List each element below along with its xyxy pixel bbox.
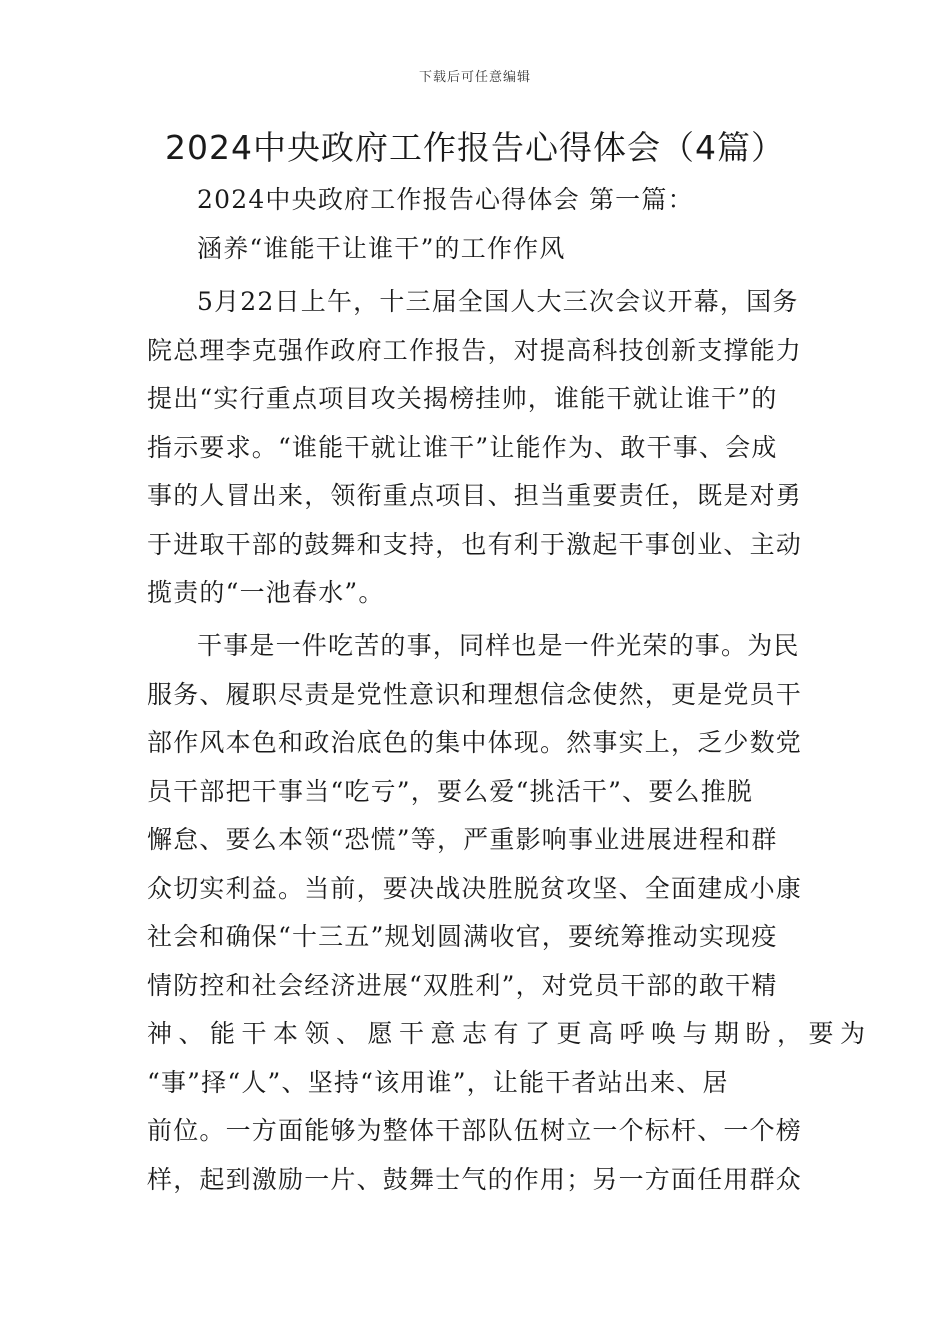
paragraph-line: 服务、履职尽责是党性意识和理想信念使然，更是党员干 (147, 679, 803, 709)
paragraph-1 (147, 278, 807, 618)
paragraph-line: “事”择“人”、坚持“该用谁”，让能干者站出来、居 (147, 1067, 729, 1097)
paragraph-line: 社会和确保“十三五”规划圆满收官，要统筹推动实现疫 (147, 922, 778, 951)
paragraph-line: 事的人冒出来，领衔重点项目、担当重要责任，既是对勇 (147, 481, 803, 510)
document-title: 2024中央政府工作报告心得体会（4篇） (165, 128, 785, 167)
paragraph-line: 干事是一件吃苦的事，同样也是一件光荣的事。为民 (197, 631, 800, 660)
paragraph-line: 懈怠、要么本领“恐慌”等，严重影响事业进展进程和群 (147, 825, 778, 854)
paragraph-line: 揽责的“一池春水”。 (147, 578, 385, 607)
paragraph-line: 院总理李克强作政府工作报告，对提高科技创新支撑能力 (147, 335, 803, 365)
section-heading: 2024中央政府工作报告心得体会 第一篇： (197, 185, 694, 214)
paragraph-line: 样，起到激励一片、鼓舞士气的作用；另一方面任用群众 (147, 1164, 803, 1194)
paragraph-line: 前位。一方面能够为整体干部队伍树立一个标杆、一个榜 (147, 1116, 803, 1145)
paragraph-line: 员干部把干事当“吃亏”，要么爱“挑活干”、要么推脱 (147, 776, 754, 806)
paragraph-line: 于进取干部的鼓舞和支持，也有利于激起干事创业、主动 (147, 529, 803, 559)
heading-block (147, 176, 807, 273)
article-title: 涵养“谁能干让谁干”的工作作风 (197, 233, 566, 263)
header-note: 下载后可任意编辑 (418, 70, 531, 85)
paragraph-line: 情防控和社会经济进展“双胜利”，对党员干部的敢干精 (147, 970, 778, 1000)
paragraph-line: 部作风本色和政治底色的集中体现。然事实上，乏少数党 (147, 728, 803, 757)
paragraph-line: 提出“实行重点项目攻关揭榜挂帅，谁能干就让谁干”的 (147, 384, 778, 413)
paragraph-line: 指示要求。“谁能干就让谁干”让能作为、敢干事、会成 (147, 432, 778, 462)
paragraph-line: 神、能干本领、愿干意志有了更高呼唤与期盼，要为 (147, 1019, 872, 1048)
paragraph-line: 众切实利益。当前，要决战决胜脱贫攻坚、全面建成小康 (147, 873, 803, 903)
paragraph-line: 5月22日上午，十三届全国人大三次会议开幕，国务 (197, 287, 799, 316)
paragraph-2 (147, 622, 872, 1204)
